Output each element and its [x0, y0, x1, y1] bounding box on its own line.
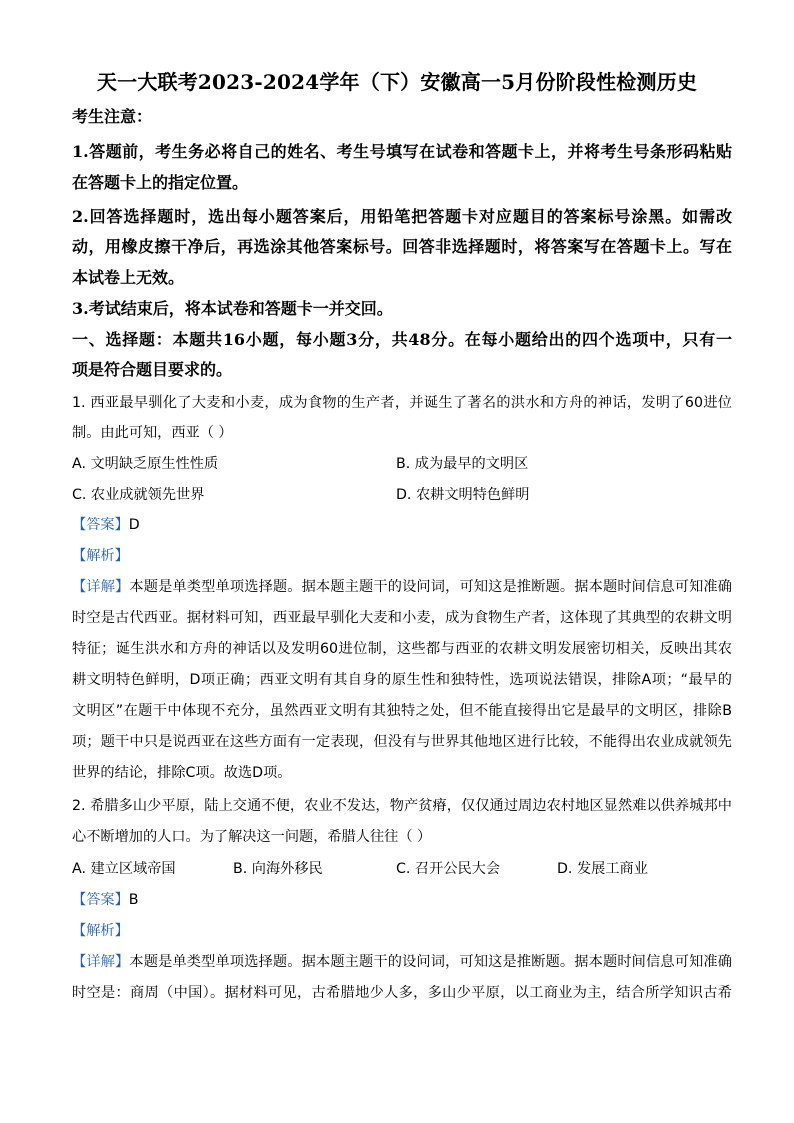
detail-tag: 【详解】	[72, 579, 130, 595]
question-2-option-d: D. 发展工商业	[557, 861, 648, 877]
question-1-detail-line-2: 时空是古代西亚。据材料可知，西亚最早驯化大麦和小麦，成为食物生产者，这体现了其典型的农耕文明	[72, 610, 732, 626]
notice-line-2: 在答题卡上的指定位置。	[72, 173, 249, 192]
answer-tag: 【答案】	[72, 892, 129, 908]
question-1-detail-line-3: 特征；诞生洪水和方舟的神话以及发明60进位制，这些都与西亚的农耕文明发展密切相关，反映出其农	[72, 641, 732, 657]
question-1-analysis-tag: 【解析】	[72, 548, 129, 564]
question-1-option-b: B. 成为最早的文明区	[396, 456, 529, 472]
question-2-answer	[72, 889, 732, 909]
question-1-option-c: C. 农业成就领先世界	[72, 487, 205, 503]
answer-value: B	[128, 892, 139, 908]
question-2-stem-line-1: 2. 希腊多山少平原，陆上交通不便，农业不发达，物产贫瘠，仅仅通过周边农村地区显然难以供养城邦中	[72, 798, 732, 814]
question-2-option-a: A. 建立区域帝国	[72, 861, 176, 877]
question-1-stem-line-2: 制。由此可知，西亚（ ）	[72, 425, 233, 441]
detail-text: 本题是单类型单项选择题。据本题主题干的设问词，可知这是推断题。据本题时间信息可知准确	[129, 579, 732, 595]
answer-value: D	[128, 517, 140, 533]
question-1-answer	[72, 514, 732, 534]
question-1-detail-line-1	[72, 576, 732, 596]
question-1-detail-line-4: 耕文明特色鲜明，D项正确；西亚文明有其自身的原生性和独特性，选项说法错误，排除A项；“最早的	[72, 672, 732, 688]
notice-line-1: 1.答题前，考生务必将自己的姓名、考生号填写在试卷和答题卡上，并将考生号条形码粘贴	[72, 142, 732, 161]
notice-line-5: 本试卷上无效。	[72, 268, 185, 287]
question-1-stem-line-1: 1. 西亚最早驯化了大麦和小麦，成为食物的生产者，并诞生了著名的洪水和方舟的神话，发明了60进位	[72, 395, 732, 411]
notice-line-3: 2.回答选择题时，选出每小题答案后，用铅笔把答题卡对应题目的答案标号涂黑。如需改	[72, 207, 732, 226]
question-2-stem-line-2: 心不断增加的人口。为了解决这一问题，希腊人往往（ ）	[72, 829, 432, 845]
notice-line-4: 动，用橡皮擦干净后，再选涂其他答案标号。回答非选择题时，将答案写在答题卡上。写在	[72, 237, 732, 256]
question-1-detail-line-6: 项；题干中只是说西亚在这些方面有一定表现，但没有与世界其他地区进行比较，不能得出农业成就领先	[72, 734, 732, 750]
section-heading-line-2: 项是符合题目要求的。	[72, 360, 233, 379]
detail-tag: 【详解】	[72, 954, 130, 970]
notice-heading: 考生注意：	[72, 107, 153, 126]
section-heading-line-1: 一、选择题：本题共16小题，每小题3分，共48分。在每小题给出的四个选项中，只有一	[72, 330, 732, 349]
question-2-option-b: B. 向海外移民	[233, 861, 323, 877]
question-2-analysis-tag: 【解析】	[72, 923, 129, 939]
question-1-option-a: A. 文明缺乏原生性性质	[72, 456, 219, 472]
question-2-detail-line-1	[72, 951, 732, 971]
document-title: 天一大联考2023-2024学年（下）安徽高一5月份阶段性检测历史	[96, 70, 698, 94]
detail-text: 本题是单类型单项选择题。据本题主题干的设问词，可知这是推断题。据本题时间信息可知准确	[129, 954, 732, 970]
question-1-detail-line-7: 世界的结论，排除C项。故选D项。	[72, 765, 292, 781]
answer-tag: 【答案】	[72, 517, 129, 533]
notice-line-6: 3.考试结束后，将本试卷和答题卡一并交回。	[72, 299, 393, 318]
question-1-option-d: D. 农耕文明特色鲜明	[396, 487, 530, 503]
question-2-option-c: C. 召开公民大会	[396, 861, 501, 877]
question-2-detail-line-2: 时空是：商周（中国）。据材料可见，古希腊地少人多，多山少平原，以工商业为主，结合所学知识古希	[72, 985, 732, 1001]
question-1-detail-line-5: 文明区”在题干中体现不充分，虽然西亚文明有其独特之处，但不能直接得出它是最早的文明区，排除B	[72, 703, 732, 719]
